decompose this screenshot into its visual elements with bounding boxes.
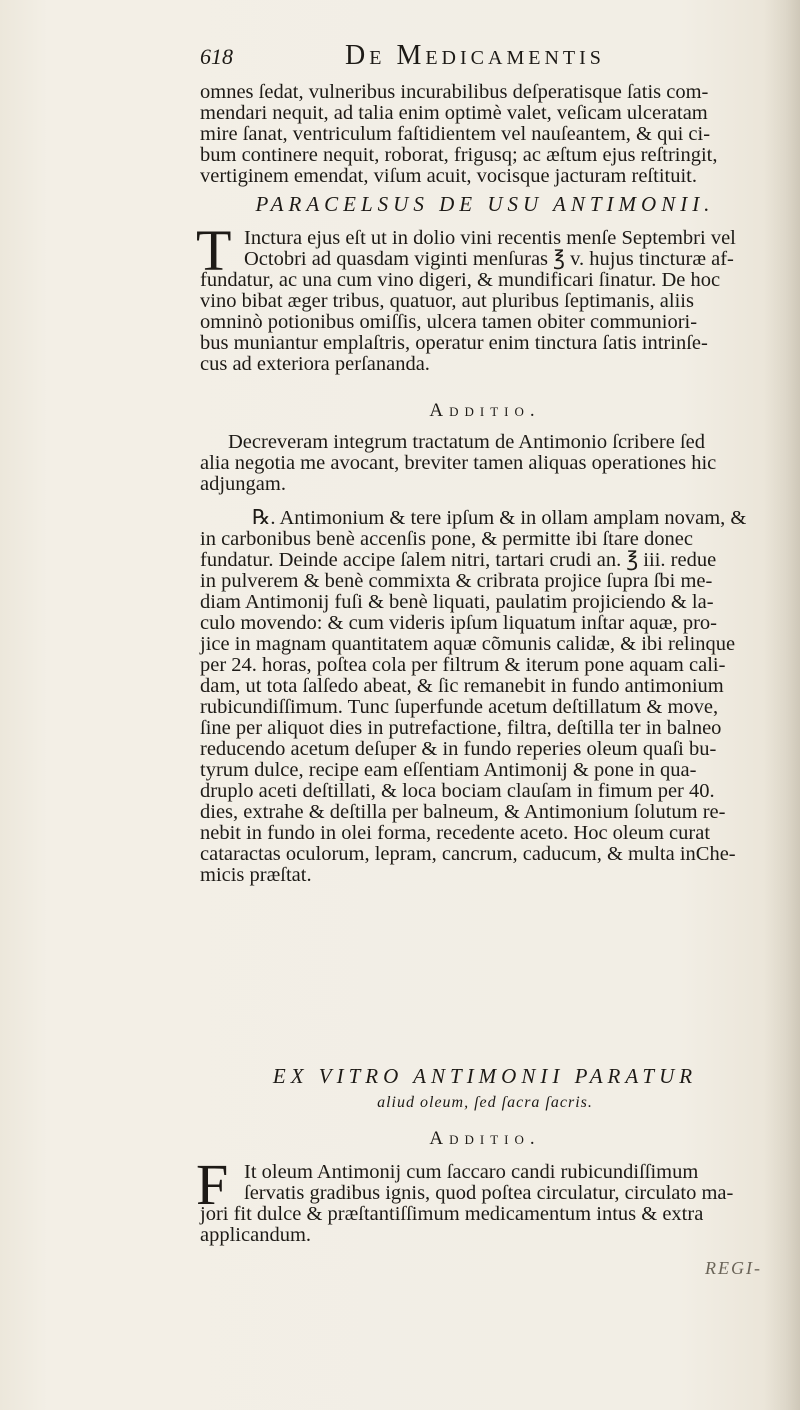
section-title-vitro: EX VITRO ANTIMONII PARATUR <box>272 1064 698 1088</box>
text-line: micis præſtat. <box>200 864 312 886</box>
text-line: mire ſanat, ventriculum faſtidientem vel nauſeantem, & qui ci- <box>200 123 711 145</box>
text-line: alia negotia me avocant, breviter tamen aliquas operationes hic <box>200 452 717 474</box>
text-line: omnes ſedat, vulneribus incurabilibus deſperatisque ſatis com- <box>200 81 709 103</box>
text-line: applicandum. <box>200 1224 312 1246</box>
paragraph-additio-1 <box>200 432 780 495</box>
text-line: fundatur. Deinde accipe ſalem nitri, tartari crudi an. ℥ iii. redue <box>200 549 717 571</box>
text-line: druplo aceti deſtillati, & loca bociam clauſam in fimum per 40. <box>200 780 715 802</box>
text-line: culo movendo: & cum videris ipſum liquatum inſtar aquæ, pro- <box>200 612 717 634</box>
text-line: ſervatis gradibus ignis, quod poſtea circulatur, circulato ma- <box>244 1182 734 1204</box>
text-line: It oleum Antimonij cum ſaccaro candi rubicundiſſimum <box>244 1161 699 1183</box>
paragraph-recipe <box>200 508 780 886</box>
text-line: in carbonibus benè accenſis pone, & permitte ibi ſtare donec <box>200 528 693 550</box>
text-line: vertiginem emendat, viſum acuit, vocisque jacturam reſtituit. <box>200 165 697 187</box>
text-line: vino bibat æger tribus, quatuor, aut pluribus ſeptimanis, aliis <box>200 290 694 312</box>
text-line: dies, extrahe & deſtilla per balneum, & Antimonium ſolutum re- <box>200 801 726 823</box>
paragraph-additio-2 <box>200 1162 780 1246</box>
section-subtitle-vitro: aliud oleum, ſed ſacra ſacris. <box>377 1094 593 1111</box>
text-line: cus ad exteriora perſananda. <box>200 353 430 375</box>
text-line: diam Antimonij fuſi & benè liquati, paulatim projiciendo & la- <box>200 591 714 613</box>
text-line: per 24. horas, poſtea cola per filtrum & iterum pone aquam cali- <box>200 654 726 676</box>
text-line: omninò potionibus omiſſis, ulcera tamen obiter communiori- <box>200 311 698 333</box>
page-number: 618 <box>200 44 233 69</box>
text-line: ℞. Antimonium & tere ipſum & in ollam amplam novam, & <box>252 507 747 529</box>
text-line: in pulverem & benè commixta & cribrata projice ſupra ſbi me- <box>200 570 713 592</box>
text-line: adjungam. <box>200 473 286 495</box>
text-line: reducendo acetum deſuper & in fundo reperies oleum quaſi bu- <box>200 738 717 760</box>
text-line: jice in magnam quantitatem aquæ cõmunis calidæ, & ibi relinque <box>200 633 736 655</box>
additio-heading-1: Additio. <box>429 400 541 421</box>
text-line: cataractas oculorum, lepram, cancrum, caducum, & multa inChe- <box>200 843 736 865</box>
drop-cap-t: T <box>196 218 232 283</box>
text-line: bum continere nequit, roborat, frigusq; ac æſtum ejus reſtringit, <box>200 144 718 166</box>
text-line: Decreveram integrum tractatum de Antimonio ſcribere ſed <box>228 431 706 453</box>
text-line: mendari nequit, ad talia enim optimè valet, veſicam ulceratam <box>200 102 708 124</box>
page-header <box>200 40 760 78</box>
drop-cap-f: F <box>196 1152 229 1217</box>
text-line: rubicundiſſimum. Tunc ſuperfunde acetum deſtillatum & move, <box>200 696 719 718</box>
additio-heading-2: Additio. <box>429 1128 541 1149</box>
running-title: De Medicamentis <box>345 40 605 71</box>
text-line: nebit in fundo in olei forma, recedente aceto. Hoc oleum curat <box>200 822 711 844</box>
text-line: bus muniantur emplaſtris, operatur enim tinctura ſatis intrinſe- <box>200 332 708 354</box>
text-line: dam, ut tota ſalſedo abeat, & ſic remanebit in fundo antimonium <box>200 675 724 697</box>
paragraph-1 <box>200 82 780 187</box>
text-line: ſine per aliquot dies in putrefactione, filtra, deſtilla ter in balneo <box>200 717 722 739</box>
text-line: fundatur, ac una cum vino digeri, & mundificari ſinatur. De hoc <box>200 269 721 291</box>
text-line: Octobri ad quasdam viginti menſuras ℥ v. hujus tincturæ af- <box>244 248 734 270</box>
paragraph-paracelsus <box>200 228 780 375</box>
section-title-paracelsus: PARACELSUS DE USU ANTIMONII. <box>255 192 715 216</box>
text-line: jori fit dulce & præſtantiſſimum medicamentum intus & extra <box>200 1203 704 1225</box>
catchword: REGI- <box>705 1258 762 1278</box>
text-line: tyrum dulce, recipe eam eſſentiam Antimonij & pone in qua- <box>200 759 697 781</box>
text-line: Inctura ejus eſt ut in dolio vini recentis menſe Septembri vel <box>244 227 736 249</box>
